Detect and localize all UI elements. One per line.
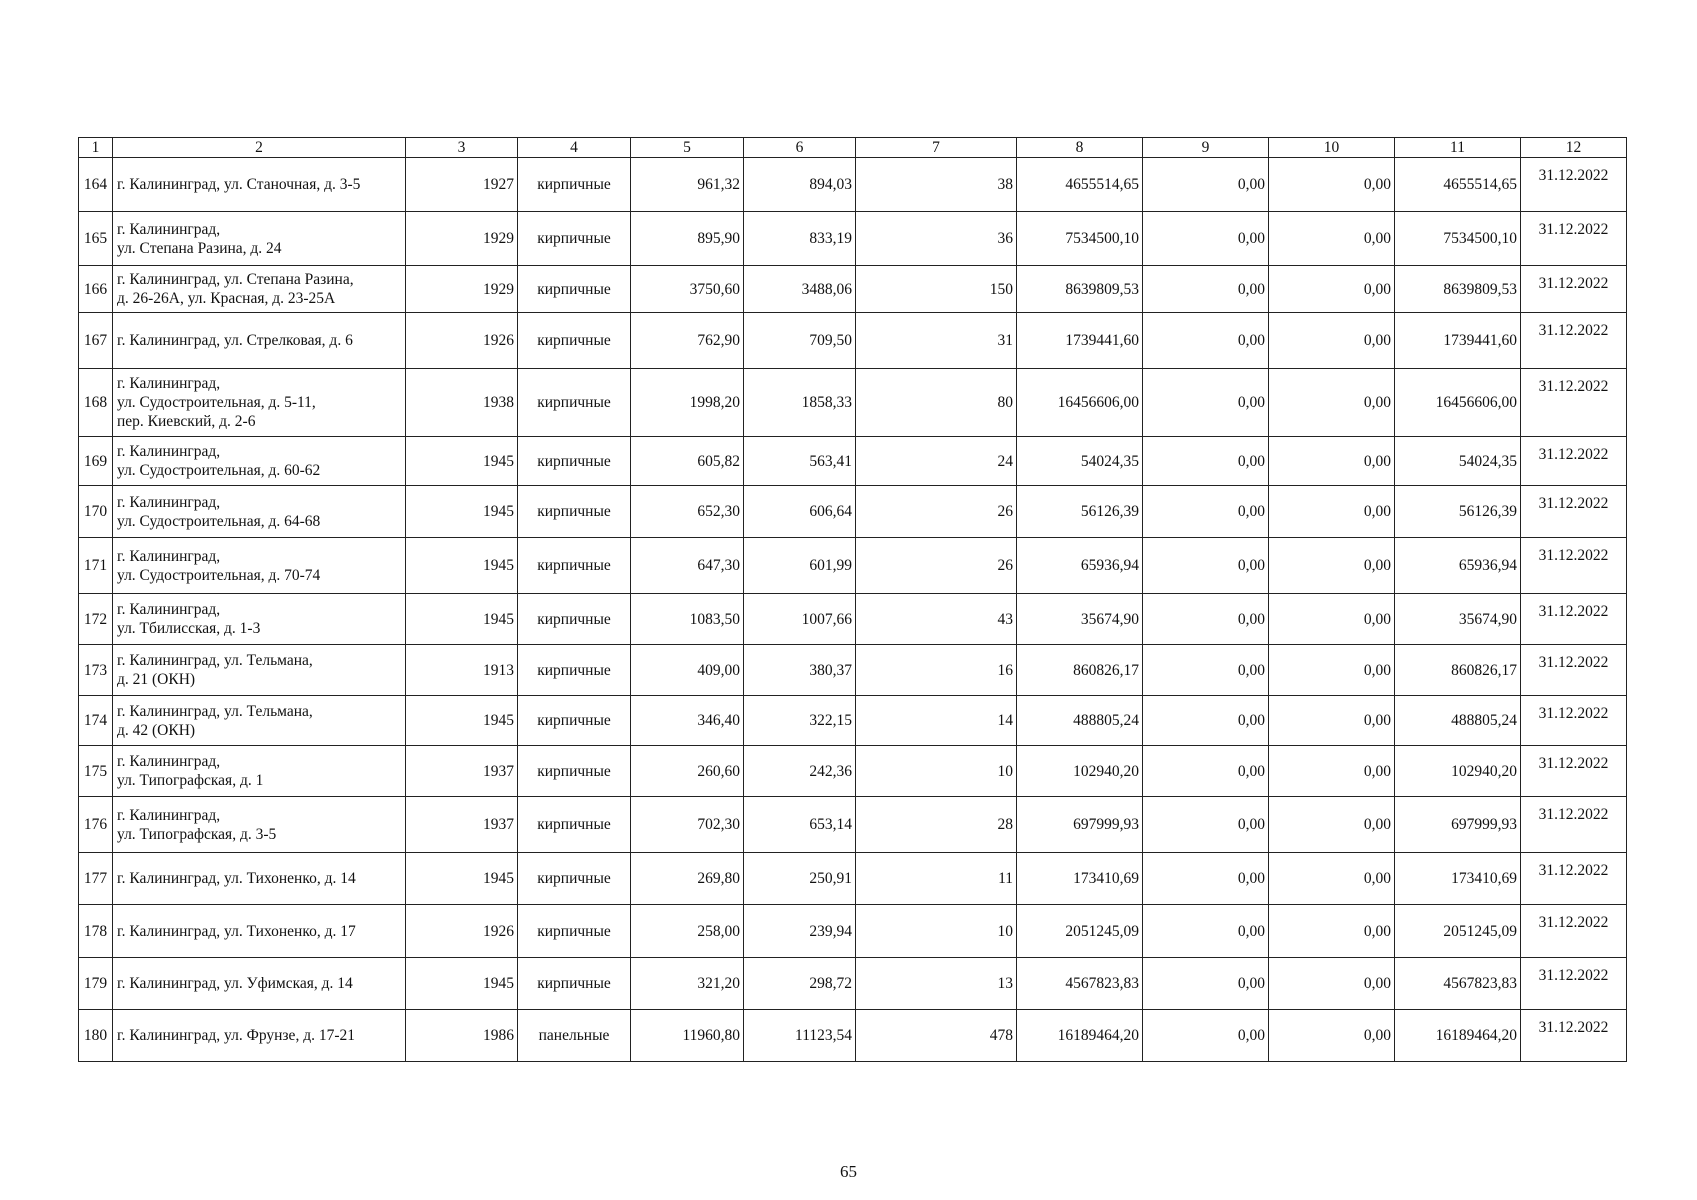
row-number: 170 xyxy=(79,486,113,538)
col5-cell: 647,30 xyxy=(631,538,744,594)
col9-cell: 0,00 xyxy=(1143,797,1269,853)
date-cell: 31.12.2022 xyxy=(1521,797,1627,853)
col9-cell: 0,00 xyxy=(1143,266,1269,313)
col10-cell: 0,00 xyxy=(1269,369,1395,437)
date-cell: 31.12.2022 xyxy=(1521,746,1627,797)
col6-cell: 606,64 xyxy=(744,486,856,538)
col11-cell: 8639809,53 xyxy=(1395,266,1521,313)
year-cell: 1945 xyxy=(406,958,518,1010)
col10-cell: 0,00 xyxy=(1269,645,1395,696)
wall-material-cell: кирпичные xyxy=(518,645,631,696)
column-header: 5 xyxy=(631,138,744,158)
address-cell xyxy=(113,905,406,958)
column-header: 12 xyxy=(1521,138,1627,158)
col10-cell: 0,00 xyxy=(1269,1010,1395,1062)
address-line: г. Калининград, xyxy=(117,375,221,392)
col6-cell: 601,99 xyxy=(744,538,856,594)
date-cell: 31.12.2022 xyxy=(1521,369,1627,437)
col9-cell: 0,00 xyxy=(1143,158,1269,212)
column-header: 1 xyxy=(79,138,113,158)
table-row xyxy=(79,538,1627,594)
wall-material-cell: кирпичные xyxy=(518,212,631,266)
col5-cell: 605,82 xyxy=(631,437,744,486)
col8-cell: 16189464,20 xyxy=(1017,1010,1143,1062)
col8-cell: 4655514,65 xyxy=(1017,158,1143,212)
col6-cell: 242,36 xyxy=(744,746,856,797)
year-cell: 1929 xyxy=(406,212,518,266)
table-row xyxy=(79,797,1627,853)
col7-cell: 38 xyxy=(856,158,1017,212)
col6-cell: 1858,33 xyxy=(744,369,856,437)
date-cell: 31.12.2022 xyxy=(1521,538,1627,594)
table-row xyxy=(79,958,1627,1010)
address-line: г. Калининград, xyxy=(117,753,221,770)
date-cell: 31.12.2022 xyxy=(1521,158,1627,212)
table-row xyxy=(79,369,1627,437)
address-cell xyxy=(113,158,406,212)
address-cell xyxy=(113,266,406,313)
col8-cell: 102940,20 xyxy=(1017,746,1143,797)
row-number: 180 xyxy=(79,1010,113,1062)
col10-cell: 0,00 xyxy=(1269,696,1395,746)
col5-cell: 895,90 xyxy=(631,212,744,266)
col6-cell: 298,72 xyxy=(744,958,856,1010)
col5-cell: 11960,80 xyxy=(631,1010,744,1062)
col11-cell: 54024,35 xyxy=(1395,437,1521,486)
col8-cell: 1739441,60 xyxy=(1017,313,1143,369)
col10-cell: 0,00 xyxy=(1269,212,1395,266)
year-cell: 1937 xyxy=(406,746,518,797)
col10-cell: 0,00 xyxy=(1269,437,1395,486)
col11-cell: 4655514,65 xyxy=(1395,158,1521,212)
row-number: 178 xyxy=(79,905,113,958)
col10-cell: 0,00 xyxy=(1269,853,1395,905)
address-line: д. 26-26А, ул. Красная, д. 23-25А xyxy=(117,290,336,307)
col9-cell: 0,00 xyxy=(1143,369,1269,437)
year-cell: 1945 xyxy=(406,594,518,645)
col6-cell: 563,41 xyxy=(744,437,856,486)
col7-cell: 43 xyxy=(856,594,1017,645)
address-line: г. Калининград, ул. Станочная, д. 3-5 xyxy=(117,176,361,193)
housing-table xyxy=(78,137,1627,1062)
col7-cell: 14 xyxy=(856,696,1017,746)
col5-cell: 346,40 xyxy=(631,696,744,746)
date-cell: 31.12.2022 xyxy=(1521,853,1627,905)
col8-cell: 860826,17 xyxy=(1017,645,1143,696)
col5-cell: 269,80 xyxy=(631,853,744,905)
address-line: д. 42 (ОКН) xyxy=(117,721,196,739)
col11-cell: 860826,17 xyxy=(1395,645,1521,696)
col11-cell: 65936,94 xyxy=(1395,538,1521,594)
col6-cell: 894,03 xyxy=(744,158,856,212)
page-number: 65 xyxy=(840,1162,857,1181)
column-header: 7 xyxy=(856,138,1017,158)
col6-cell: 1007,66 xyxy=(744,594,856,645)
year-cell: 1926 xyxy=(406,313,518,369)
address-cell xyxy=(113,594,406,645)
address-line: ул. Судостроительная, д. 60-62 xyxy=(117,462,321,479)
address-line: ул. Типографская, д. 3-5 xyxy=(117,825,277,843)
col7-cell: 10 xyxy=(856,746,1017,797)
address-line: г. Калининград, xyxy=(117,547,221,565)
col11-cell: 173410,69 xyxy=(1395,853,1521,905)
col11-cell: 697999,93 xyxy=(1395,797,1521,853)
address-cell xyxy=(113,313,406,369)
column-header: 11 xyxy=(1395,138,1521,158)
address-line: г. Калининград, ул. Тельмана, xyxy=(117,702,313,720)
address-line: г. Калининград, xyxy=(117,220,221,238)
year-cell: 1945 xyxy=(406,486,518,538)
wall-material-cell: кирпичные xyxy=(518,696,631,746)
year-cell: 1938 xyxy=(406,369,518,437)
col8-cell: 65936,94 xyxy=(1017,538,1143,594)
col6-cell: 3488,06 xyxy=(744,266,856,313)
address-line: г. Калининград, ул. Стрелковая, д. 6 xyxy=(117,332,353,349)
col8-cell: 35674,90 xyxy=(1017,594,1143,645)
col9-cell: 0,00 xyxy=(1143,645,1269,696)
col9-cell: 0,00 xyxy=(1143,594,1269,645)
col8-cell: 8639809,53 xyxy=(1017,266,1143,313)
address-cell xyxy=(113,212,406,266)
date-cell: 31.12.2022 xyxy=(1521,958,1627,1010)
col5-cell: 258,00 xyxy=(631,905,744,958)
col6-cell: 239,94 xyxy=(744,905,856,958)
col10-cell: 0,00 xyxy=(1269,486,1395,538)
col9-cell: 0,00 xyxy=(1143,1010,1269,1062)
wall-material-cell: кирпичные xyxy=(518,486,631,538)
column-header: 6 xyxy=(744,138,856,158)
col6-cell: 709,50 xyxy=(744,313,856,369)
address-line: ул. Судостроительная, д. 5-11, xyxy=(117,394,316,411)
table-row xyxy=(79,313,1627,369)
col7-cell: 36 xyxy=(856,212,1017,266)
row-number: 179 xyxy=(79,958,113,1010)
table-row xyxy=(79,645,1627,696)
col6-cell: 653,14 xyxy=(744,797,856,853)
address-line: ул. Типографская, д. 1 xyxy=(117,772,264,789)
col7-cell: 31 xyxy=(856,313,1017,369)
col11-cell: 56126,39 xyxy=(1395,486,1521,538)
wall-material-cell: кирпичные xyxy=(518,158,631,212)
col11-cell: 102940,20 xyxy=(1395,746,1521,797)
address-cell xyxy=(113,797,406,853)
address-line: г. Калининград, ул. Тихоненко, д. 17 xyxy=(117,922,356,940)
col11-cell: 488805,24 xyxy=(1395,696,1521,746)
date-cell: 31.12.2022 xyxy=(1521,645,1627,696)
wall-material-cell: кирпичные xyxy=(518,905,631,958)
col7-cell: 478 xyxy=(856,1010,1017,1062)
address-line: г. Калининград, ул. Тельмана, xyxy=(117,652,313,669)
document-sheet xyxy=(78,137,1626,1062)
address-line: г. Калининград, ул. Степана Разина, xyxy=(117,271,354,288)
col11-cell: 2051245,09 xyxy=(1395,905,1521,958)
year-cell: 1945 xyxy=(406,538,518,594)
column-header: 8 xyxy=(1017,138,1143,158)
table-row xyxy=(79,266,1627,313)
col10-cell: 0,00 xyxy=(1269,313,1395,369)
address-cell xyxy=(113,853,406,905)
col9-cell: 0,00 xyxy=(1143,958,1269,1010)
address-cell xyxy=(113,645,406,696)
col10-cell: 0,00 xyxy=(1269,797,1395,853)
col6-cell: 11123,54 xyxy=(744,1010,856,1062)
col11-cell: 35674,90 xyxy=(1395,594,1521,645)
year-cell: 1927 xyxy=(406,158,518,212)
row-number: 169 xyxy=(79,437,113,486)
col6-cell: 322,15 xyxy=(744,696,856,746)
col5-cell: 1083,50 xyxy=(631,594,744,645)
col10-cell: 0,00 xyxy=(1269,594,1395,645)
table-row xyxy=(79,696,1627,746)
wall-material-cell: кирпичные xyxy=(518,594,631,645)
col11-cell: 1739441,60 xyxy=(1395,313,1521,369)
date-cell: 31.12.2022 xyxy=(1521,437,1627,486)
year-cell: 1945 xyxy=(406,437,518,486)
row-number: 165 xyxy=(79,212,113,266)
row-number: 175 xyxy=(79,746,113,797)
wall-material-cell: панельные xyxy=(518,1010,631,1062)
row-number: 171 xyxy=(79,538,113,594)
col9-cell: 0,00 xyxy=(1143,538,1269,594)
address-line: ул. Судостроительная, д. 70-74 xyxy=(117,566,321,584)
table-row xyxy=(79,486,1627,538)
date-cell: 31.12.2022 xyxy=(1521,594,1627,645)
row-number: 173 xyxy=(79,645,113,696)
row-number: 166 xyxy=(79,266,113,313)
table-row xyxy=(79,158,1627,212)
col10-cell: 0,00 xyxy=(1269,158,1395,212)
year-cell: 1926 xyxy=(406,905,518,958)
col5-cell: 1998,20 xyxy=(631,369,744,437)
address-cell xyxy=(113,437,406,486)
header-row xyxy=(79,138,1627,158)
table-row xyxy=(79,746,1627,797)
col7-cell: 16 xyxy=(856,645,1017,696)
col5-cell: 762,90 xyxy=(631,313,744,369)
row-number: 172 xyxy=(79,594,113,645)
col5-cell: 260,60 xyxy=(631,746,744,797)
col5-cell: 702,30 xyxy=(631,797,744,853)
year-cell: 1945 xyxy=(406,853,518,905)
col5-cell: 652,30 xyxy=(631,486,744,538)
table-row xyxy=(79,437,1627,486)
address-line: ул. Судостроительная, д. 64-68 xyxy=(117,512,321,530)
address-line: пер. Киевский, д. 2-6 xyxy=(117,413,256,430)
table-row xyxy=(79,1010,1627,1062)
col9-cell: 0,00 xyxy=(1143,313,1269,369)
col5-cell: 961,32 xyxy=(631,158,744,212)
col7-cell: 13 xyxy=(856,958,1017,1010)
row-number: 164 xyxy=(79,158,113,212)
wall-material-cell: кирпичные xyxy=(518,746,631,797)
col8-cell: 488805,24 xyxy=(1017,696,1143,746)
row-number: 168 xyxy=(79,369,113,437)
address-line: г. Калининград, xyxy=(117,443,221,460)
row-number: 177 xyxy=(79,853,113,905)
table-row xyxy=(79,212,1627,266)
col6-cell: 250,91 xyxy=(744,853,856,905)
date-cell: 31.12.2022 xyxy=(1521,905,1627,958)
date-cell: 31.12.2022 xyxy=(1521,212,1627,266)
col5-cell: 409,00 xyxy=(631,645,744,696)
col8-cell: 54024,35 xyxy=(1017,437,1143,486)
wall-material-cell: кирпичные xyxy=(518,958,631,1010)
col11-cell: 4567823,83 xyxy=(1395,958,1521,1010)
wall-material-cell: кирпичные xyxy=(518,369,631,437)
col7-cell: 26 xyxy=(856,538,1017,594)
col8-cell: 4567823,83 xyxy=(1017,958,1143,1010)
address-line: г. Калининград, xyxy=(117,601,221,618)
address-line: ул. Степана Разина, д. 24 xyxy=(117,239,282,257)
col9-cell: 0,00 xyxy=(1143,486,1269,538)
table-row xyxy=(79,594,1627,645)
col8-cell: 56126,39 xyxy=(1017,486,1143,538)
col10-cell: 0,00 xyxy=(1269,958,1395,1010)
table-row xyxy=(79,853,1627,905)
wall-material-cell: кирпичные xyxy=(518,538,631,594)
col5-cell: 3750,60 xyxy=(631,266,744,313)
address-line: г. Калининград, ул. Тихоненко, д. 14 xyxy=(117,870,356,887)
row-number: 167 xyxy=(79,313,113,369)
year-cell: 1929 xyxy=(406,266,518,313)
date-cell: 31.12.2022 xyxy=(1521,696,1627,746)
wall-material-cell: кирпичные xyxy=(518,266,631,313)
address-cell xyxy=(113,486,406,538)
wall-material-cell: кирпичные xyxy=(518,437,631,486)
date-cell: 31.12.2022 xyxy=(1521,486,1627,538)
year-cell: 1945 xyxy=(406,696,518,746)
row-number: 174 xyxy=(79,696,113,746)
col7-cell: 150 xyxy=(856,266,1017,313)
col9-cell: 0,00 xyxy=(1143,212,1269,266)
col10-cell: 0,00 xyxy=(1269,266,1395,313)
col9-cell: 0,00 xyxy=(1143,853,1269,905)
col7-cell: 28 xyxy=(856,797,1017,853)
row-number: 176 xyxy=(79,797,113,853)
address-line: г. Калининград, xyxy=(117,806,221,824)
col10-cell: 0,00 xyxy=(1269,746,1395,797)
address-cell xyxy=(113,746,406,797)
year-cell: 1986 xyxy=(406,1010,518,1062)
table-row xyxy=(79,905,1627,958)
wall-material-cell: кирпичные xyxy=(518,797,631,853)
wall-material-cell: кирпичные xyxy=(518,313,631,369)
col7-cell: 10 xyxy=(856,905,1017,958)
col11-cell: 16456606,00 xyxy=(1395,369,1521,437)
col9-cell: 0,00 xyxy=(1143,905,1269,958)
address-line: ул. Тбилисская, д. 1-3 xyxy=(117,620,261,637)
col10-cell: 0,00 xyxy=(1269,538,1395,594)
col6-cell: 833,19 xyxy=(744,212,856,266)
col7-cell: 24 xyxy=(856,437,1017,486)
col6-cell: 380,37 xyxy=(744,645,856,696)
year-cell: 1913 xyxy=(406,645,518,696)
col8-cell: 697999,93 xyxy=(1017,797,1143,853)
address-line: г. Калининград, ул. Фрунзе, д. 17-21 xyxy=(117,1027,355,1044)
address-line: г. Калининград, xyxy=(117,493,221,511)
col10-cell: 0,00 xyxy=(1269,905,1395,958)
col11-cell: 7534500,10 xyxy=(1395,212,1521,266)
date-cell: 31.12.2022 xyxy=(1521,266,1627,313)
col8-cell: 7534500,10 xyxy=(1017,212,1143,266)
date-cell: 31.12.2022 xyxy=(1521,313,1627,369)
col7-cell: 80 xyxy=(856,369,1017,437)
col8-cell: 173410,69 xyxy=(1017,853,1143,905)
address-cell xyxy=(113,1010,406,1062)
col9-cell: 0,00 xyxy=(1143,746,1269,797)
col8-cell: 2051245,09 xyxy=(1017,905,1143,958)
column-header: 9 xyxy=(1143,138,1269,158)
year-cell: 1937 xyxy=(406,797,518,853)
wall-material-cell: кирпичные xyxy=(518,853,631,905)
col9-cell: 0,00 xyxy=(1143,696,1269,746)
address-line: г. Калининград, ул. Уфимская, д. 14 xyxy=(117,975,353,992)
address-line: д. 21 (ОКН) xyxy=(117,671,196,688)
column-header: 3 xyxy=(406,138,518,158)
address-cell xyxy=(113,958,406,1010)
address-cell xyxy=(113,369,406,437)
col7-cell: 11 xyxy=(856,853,1017,905)
col11-cell: 16189464,20 xyxy=(1395,1010,1521,1062)
col9-cell: 0,00 xyxy=(1143,437,1269,486)
column-header: 10 xyxy=(1269,138,1395,158)
col8-cell: 16456606,00 xyxy=(1017,369,1143,437)
address-cell xyxy=(113,696,406,746)
date-cell: 31.12.2022 xyxy=(1521,1010,1627,1062)
col5-cell: 321,20 xyxy=(631,958,744,1010)
column-header: 4 xyxy=(518,138,631,158)
column-header: 2 xyxy=(113,138,406,158)
col7-cell: 26 xyxy=(856,486,1017,538)
table-body xyxy=(79,158,1627,1062)
address-cell xyxy=(113,538,406,594)
